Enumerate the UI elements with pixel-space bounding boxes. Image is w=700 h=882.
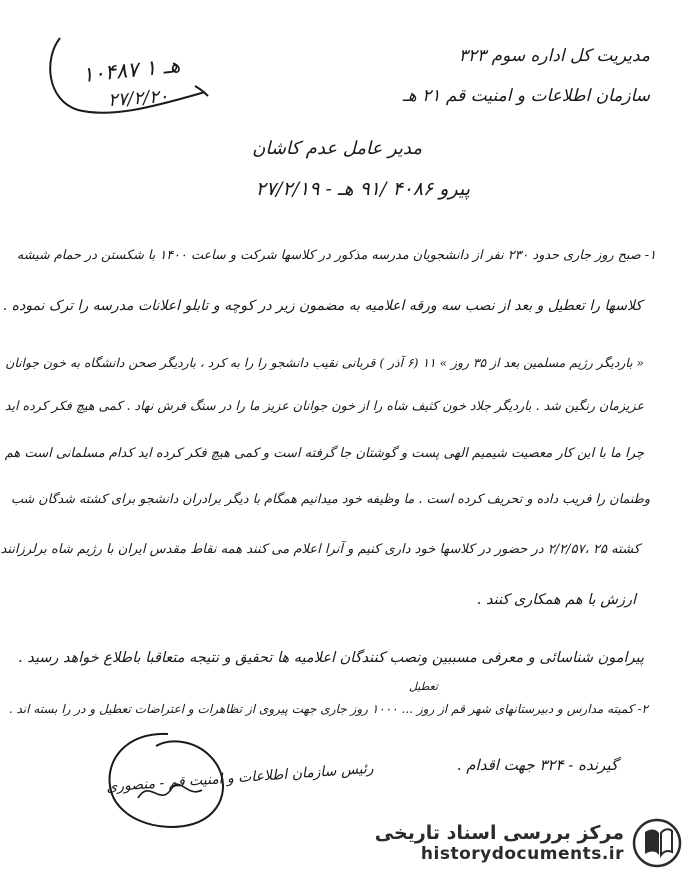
reference-line: پیرو ۴۰۸۶ /۹۱ هـ - ۲۷/۲/۱۹: [255, 178, 470, 200]
archive-watermark: [375, 818, 682, 868]
signature-line: رئیس سازمان اطلاعات و امنیت قم - منصوری: [105, 760, 375, 796]
body-line: عزیزمان رنگین شد . باردیگر جلاد خون کثیف شاه را از خون جوانان عزیز ما را در سنگ فرش نهاد . کمی هیچ فکر کرده اید: [4, 398, 644, 413]
registration-stamp: [30, 30, 230, 140]
closing-line: پیرامون شناسائی و معرفی مسببین ونصب کنندگان اعلامیه ها تحقیق و نتیجه متعاقبا باطلاع خواهد رسید .: [18, 650, 644, 666]
body-line: وطنمان را فریب داده و تحریف کرده است . ما وظیفه خود میدانیم همگام با دیگر برادران دانشجو برای کشته شدگان شب: [10, 492, 650, 507]
closing-line: ۲- کمیته مدارس و دبیرستانهای شهر قم از روز ... ۱۰۰۰ روز جاری جهت پیروی از تظاهرات و اعتراضات تعطیل و در را بسته اند .: [8, 702, 648, 716]
body-line: کلاسها را تعطیل و بعد از نصب سه ورقه اعلامیه به مضمون زیر در کوچه و تابلو اعلانات مدرسه را ترک نموده .: [2, 298, 642, 314]
registration-date: ۲۷/۲/۲۰: [107, 85, 170, 112]
cc-line: گیرنده - ۳۲۴ جهت اقدام .: [456, 756, 618, 774]
registration-number: ۱۰۴۸۷ ۱ هـ: [81, 52, 182, 88]
recipient-line-2: سازمان اطلاعات و امنیت قم ۲۱ هـ: [402, 86, 650, 106]
subject-line: مدیر عامل عدم کاشان: [252, 138, 422, 159]
body-line: ۱- صبح روز جاری حدود ۲۳۰ نفر از دانشجویان مدرسه مذکور در کلاسها شرکت و ساعت ۱۴۰۰ با شکستن در حمام شیشه: [16, 248, 656, 263]
watermark-url: historydocuments.ir: [420, 844, 624, 864]
body-line: کشته ۲۵ ،۲/۲/۵۷ در حضور در کلاسها خود داری کنیم و آنرا اعلام می کنند همه نقاط مقدس ایران با رژیم شاه برلرزانند: [0, 542, 640, 557]
recipient-line-1: مدیریت کل اداره سوم ۳۲۳: [458, 46, 650, 66]
watermark-title: مرکز بررسی اسناد تاریخی: [374, 822, 624, 844]
interlinear-note: تعطیل: [408, 680, 438, 693]
body-line: چرا ما با این کار معصیت شیمیم الهی پست و گوشتان جا گرفته است و کمی هیچ فکر کرده اید کدام مسلمانی است هم: [4, 446, 644, 461]
archive-logo-icon: [632, 818, 682, 868]
body-line: « باردیگر رژیم مسلمین بعد از ۳۵ روز » ۱۱ (۶ آذر ) قربانی نقیب دانشجو را را به کرد ، باردیگر صحن دانشگاه به خون جوانان: [5, 356, 644, 370]
body-line: ارزش با هم همکاری کنند .: [476, 592, 636, 608]
